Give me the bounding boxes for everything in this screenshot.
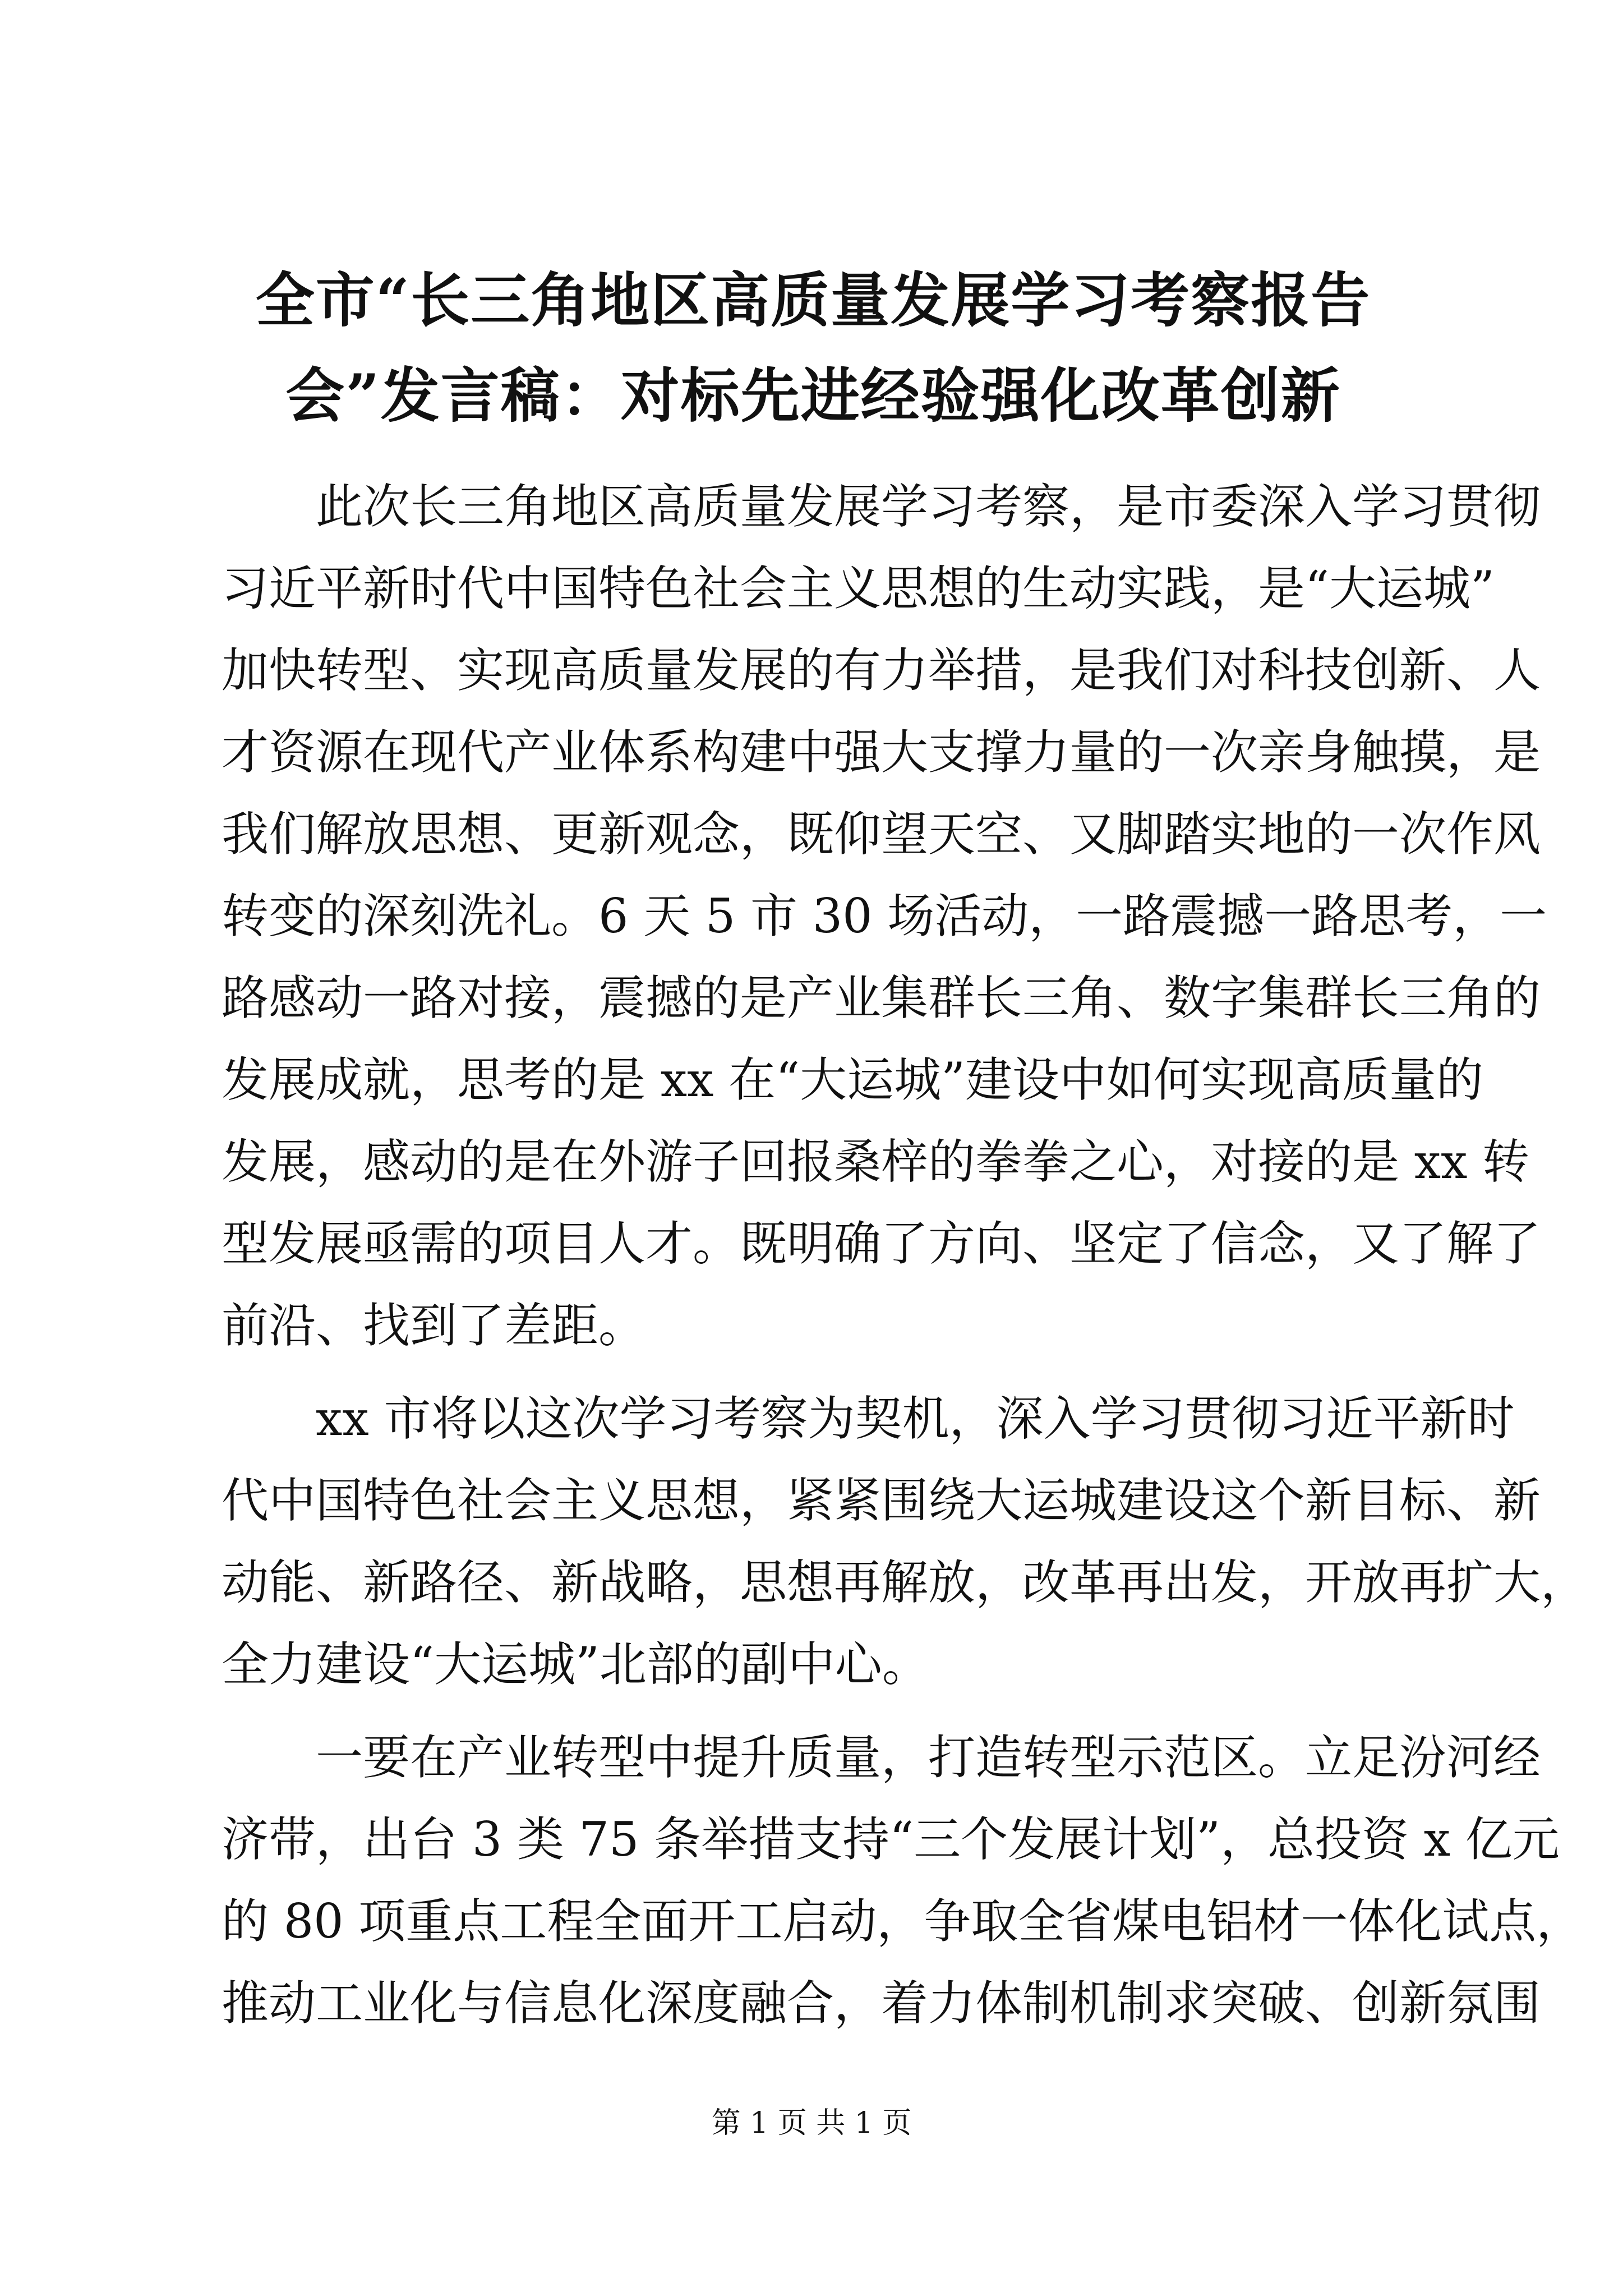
paragraph-line: 路感动一路对接，震撼的是产业集群长三角、数字集群长三角的 <box>222 970 1541 1025</box>
paragraph-line: xx 市将以这次学习考察为契机，深入学习贯彻习近平新时 <box>316 1391 1515 1446</box>
paragraph-1 <box>222 466 1547 1366</box>
paragraph-line: 转变的深刻洗礼。6 天 5 市 30 场活动，一路震撼一路思考，一 <box>222 889 1547 944</box>
paragraph-line: 前沿、找到了差距。 <box>222 1298 646 1353</box>
paragraph-line: 发展，感动的是在外游子回报桑梓的拳拳之心，对接的是 xx 转 <box>222 1134 1530 1189</box>
title-line-1: 全市“长三角地区高质量发展学习考察报告 <box>255 265 1371 335</box>
paragraph-gap <box>222 1705 1406 1717</box>
document-title <box>213 252 1413 443</box>
paragraph-line: 全力建设“大运城”北部的副中心。 <box>222 1637 929 1692</box>
paragraph-2 <box>222 1378 1588 1705</box>
paragraph-line: 一要在产业转型中提升质量，打造转型示范区。立足汾河经 <box>316 1730 1541 1785</box>
paragraph-line: 发展成就，思考的是 xx 在“大运城”建设中如何实现高质量的 <box>222 1052 1484 1107</box>
document-body <box>222 466 1588 2044</box>
paragraph-line: 代中国特色社会主义思想，紧紧围绕大运城建设这个新目标、新 <box>222 1473 1541 1528</box>
paragraph-line: 才资源在现代产业体系构建中强大支撑力量的一次亲身触摸，是 <box>222 725 1541 780</box>
paragraph-gap <box>222 1366 1406 1378</box>
page-footer: 第 1 页 共 1 页 <box>711 2106 912 2140</box>
paragraph-line: 我们解放思想、更新观念，既仰望天空、又脚踏实地的一次作风 <box>222 807 1541 862</box>
paragraph-line: 济带，出台 3 类 75 条举措支持“三个发展计划”，总投资 x 亿元 <box>222 1812 1560 1867</box>
paragraph-3 <box>222 1717 1584 2044</box>
paragraph-line: 动能、新路径、新战略，思想再解放，改革再出发，开放再扩大， <box>222 1555 1588 1610</box>
paragraph-line: 习近平新时代中国特色社会主义思想的生动实践，是“大运城” <box>222 561 1495 616</box>
title-line-2: 会”发言稿：对标先进经验强化改革创新 <box>285 361 1341 430</box>
paragraph-line: 型发展亟需的项目人才。既明确了方向、坚定了信念，又了解了 <box>222 1216 1541 1271</box>
paragraph-line: 此次长三角地区高质量发展学习考察，是市委深入学习贯彻 <box>316 479 1541 534</box>
paragraph-line: 的 80 项重点工程全面开工启动，争取全省煤电铝材一体化试点， <box>222 1894 1584 1949</box>
paragraph-line: 推动工业化与信息化深度融合，着力体制机制求突破、创新氛围 <box>222 1976 1541 2031</box>
paragraph-line: 加快转型、实现高质量发展的有力举措，是我们对科技创新、人 <box>222 643 1541 698</box>
